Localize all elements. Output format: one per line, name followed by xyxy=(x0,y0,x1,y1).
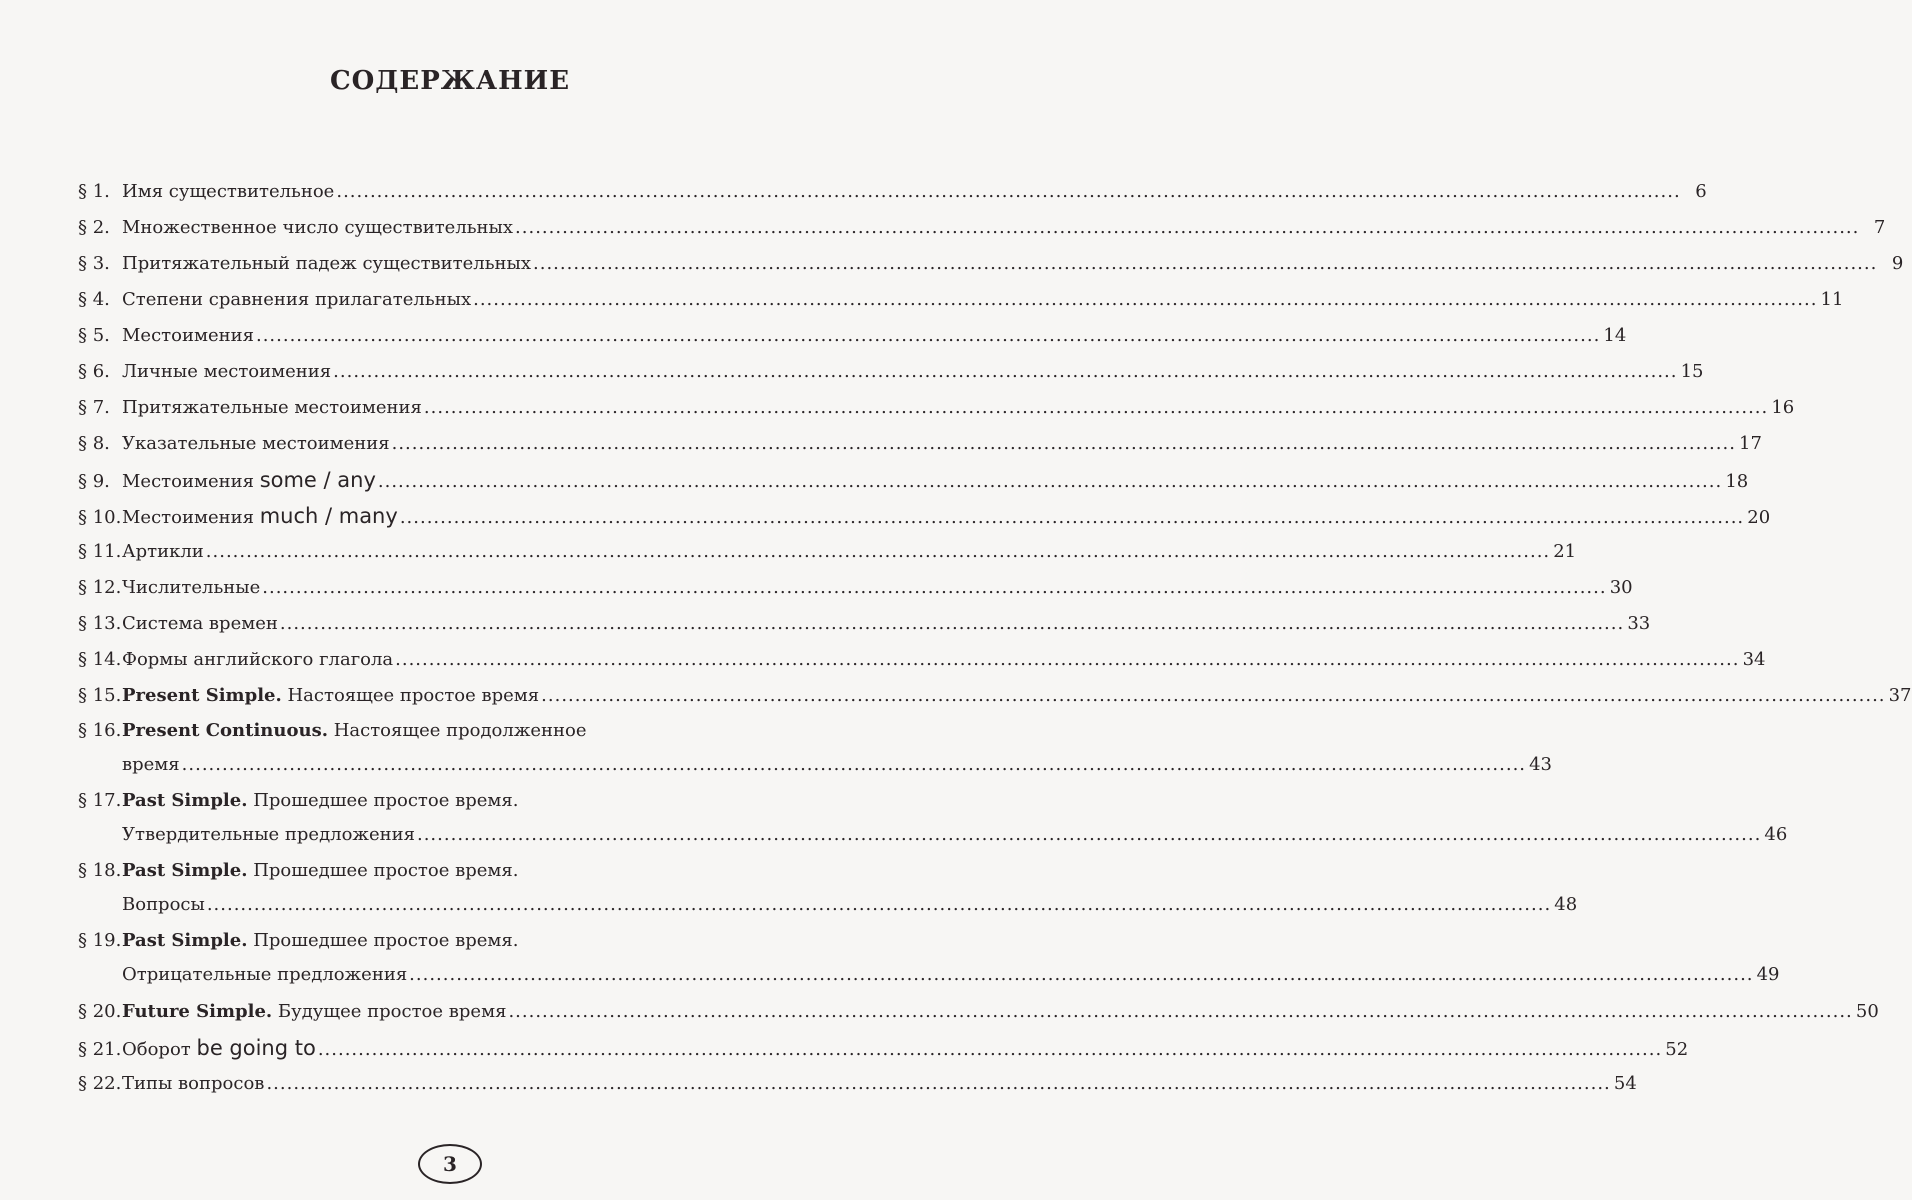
section-number: § 18. xyxy=(78,860,122,881)
toc-entry xyxy=(78,994,1879,1030)
english-term: be going to xyxy=(196,1036,316,1060)
toc-entry-line xyxy=(78,174,1707,210)
section-title xyxy=(122,748,180,782)
section-number: § 3. xyxy=(78,253,110,274)
section-number: § 14. xyxy=(78,649,122,670)
section-title xyxy=(122,888,205,922)
title-text: Оборот xyxy=(122,1039,197,1060)
toc-entry-line xyxy=(78,854,824,888)
toc-entry-line xyxy=(78,958,1780,992)
toc-entry-line xyxy=(78,818,1788,852)
toc-entry-line xyxy=(78,534,1577,570)
toc-entry-line xyxy=(78,888,1578,922)
title-text: Отрицательные предложения xyxy=(122,964,408,985)
toc-entry-line xyxy=(78,282,1844,318)
section-title xyxy=(122,994,506,1030)
section-title xyxy=(122,678,539,714)
toc-entry-line xyxy=(78,498,1771,534)
dot-leader: ........................................................................................................................................................................................................ xyxy=(255,325,1601,346)
tense-name: Present Continuous. xyxy=(122,720,328,741)
english-term: much / many xyxy=(259,504,398,528)
page-reference: 18 xyxy=(1725,471,1749,492)
dot-leader: ........................................................................................................................................................................................................ xyxy=(181,754,1527,775)
toc-entry-line xyxy=(78,570,1633,606)
dot-leader: ........................................................................................................................................................................................................ xyxy=(391,433,1736,454)
page-reference: 17 xyxy=(1739,433,1762,454)
page-reference: 20 xyxy=(1747,507,1771,528)
title-text: Утвердительные предложения xyxy=(122,824,415,845)
title-text: Множественное число существительных xyxy=(122,217,514,238)
page-reference: 33 xyxy=(1627,613,1651,634)
section-number: § 16. xyxy=(78,720,122,741)
title-text: Степени сравнения прилагательных xyxy=(122,289,472,310)
toc-entry xyxy=(78,282,1844,318)
title-text: Указательные местоимения xyxy=(122,433,390,454)
dot-leader: ........................................................................................................................................................................................................ xyxy=(508,1001,1853,1022)
title-text: Прошедшее простое время. xyxy=(247,930,519,951)
section-title xyxy=(122,246,531,282)
toc-entry xyxy=(78,318,1627,354)
dot-leader: ........................................................................................................................................................................................................ xyxy=(336,181,1681,202)
toc-entry xyxy=(78,534,1577,570)
toc-entry xyxy=(78,174,1707,210)
title-text: Артикли xyxy=(122,541,204,562)
title-text: Вопросы xyxy=(122,894,205,915)
page-reference: 54 xyxy=(1613,1073,1637,1094)
page-title: СОДЕРЖАНИЕ xyxy=(329,66,571,96)
page-reference: 50 xyxy=(1855,1001,1879,1022)
title-text: Местоимения xyxy=(122,471,260,492)
toc-entry xyxy=(78,642,1766,678)
page-reference: 16 xyxy=(1771,397,1795,418)
section-title xyxy=(122,534,204,570)
dot-leader: ........................................................................................................................................................................................................ xyxy=(399,507,1745,528)
section-number: § 8. xyxy=(78,433,110,454)
title-text: Притяжательный падеж существительных xyxy=(122,253,531,274)
title-text: Настоящее простое время xyxy=(281,685,540,706)
page-reference: 48 xyxy=(1554,894,1578,915)
dot-leader: ........................................................................................................................................................................................................ xyxy=(266,1073,1611,1094)
toc-entry xyxy=(78,246,1904,282)
dot-leader: ........................................................................................................................................................................................................ xyxy=(206,894,1552,915)
page-reference: 7 xyxy=(1873,217,1886,238)
section-title xyxy=(122,426,390,462)
title-text: Имя существительное xyxy=(122,181,335,202)
page-reference: 46 xyxy=(1764,824,1788,845)
toc-entry xyxy=(78,606,1651,642)
toc-entry-line xyxy=(78,924,824,958)
section-title xyxy=(122,210,513,246)
section-title xyxy=(122,354,331,390)
title-text: Система времен xyxy=(122,613,278,634)
title-text: Местоимения xyxy=(122,325,254,346)
toc-entry-line xyxy=(78,714,824,748)
english-term: some / any xyxy=(259,468,376,492)
section-number: § 1. xyxy=(78,181,110,202)
dot-leader: ........................................................................................................................................................................................................ xyxy=(262,577,1607,598)
toc-entry-line xyxy=(78,1030,1689,1066)
toc-entry xyxy=(78,354,1704,390)
dot-leader: ........................................................................................................................................................................................................ xyxy=(317,1039,1663,1060)
dot-leader: ........................................................................................................................................................................................................ xyxy=(377,471,1723,492)
section-title xyxy=(122,498,398,536)
dot-leader: ........................................................................................................................................................................................................ xyxy=(423,397,1769,418)
page-reference: 49 xyxy=(1756,964,1780,985)
title-text: Притяжательные местоимения xyxy=(122,397,422,418)
dot-leader: ........................................................................................................................................................................................................ xyxy=(279,613,1625,634)
toc-entry-line xyxy=(78,994,1879,1030)
tense-name: Past Simple. xyxy=(122,860,248,881)
toc-entry-line xyxy=(78,606,1651,642)
toc-entry-line xyxy=(78,354,1704,390)
toc-entry xyxy=(78,390,1795,426)
section-title xyxy=(122,958,407,992)
page-reference: 9 xyxy=(1891,253,1904,274)
toc-entry xyxy=(78,924,1780,992)
section-number: § 6. xyxy=(78,361,110,382)
page-reference: 14 xyxy=(1603,325,1627,346)
section-title xyxy=(122,1030,316,1068)
toc-entry-line xyxy=(78,318,1627,354)
toc-entry-line xyxy=(78,462,1749,498)
section-number: § 20. xyxy=(78,1001,122,1022)
dot-leader: ........................................................................................................................................................................................................ xyxy=(416,824,1762,845)
section-number: § 9. xyxy=(78,471,110,492)
section-title xyxy=(122,784,518,818)
toc-entry xyxy=(78,678,1912,714)
section-title xyxy=(122,854,518,888)
section-number: § 10. xyxy=(78,507,122,528)
title-text: Прошедшее простое время. xyxy=(247,860,519,881)
title-text: Настоящее продолженное xyxy=(327,720,587,741)
page-reference: 34 xyxy=(1742,649,1766,670)
toc-entry-line xyxy=(78,210,1886,246)
toc-entry-line xyxy=(78,678,1912,714)
section-number: § 22. xyxy=(78,1073,122,1094)
tense-name: Present Simple. xyxy=(122,685,282,706)
section-number: § 19. xyxy=(78,930,122,951)
dot-leader: ........................................................................................................................................................................................................ xyxy=(533,253,1878,274)
page-reference: 37 xyxy=(1888,685,1912,706)
title-text: Будущее простое время xyxy=(272,1001,507,1022)
title-text: Формы английского глагола xyxy=(122,649,394,670)
dot-leader: ........................................................................................................................................................................................................ xyxy=(541,685,1886,706)
tense-name: Past Simple. xyxy=(122,790,248,811)
toc-entry xyxy=(78,714,1553,782)
toc-entry xyxy=(78,570,1633,606)
section-number: § 11. xyxy=(78,541,122,562)
section-number: § 2. xyxy=(78,217,110,238)
title-text: Личные местоимения xyxy=(122,361,332,382)
toc-entry-line xyxy=(78,642,1766,678)
section-title xyxy=(122,282,471,318)
toc-entry xyxy=(78,1066,1637,1102)
toc-entry xyxy=(78,854,1578,922)
section-title xyxy=(122,714,587,748)
dot-leader: ........................................................................................................................................................................................................ xyxy=(409,964,1754,985)
section-number: § 7. xyxy=(78,397,110,418)
section-number: § 15. xyxy=(78,685,122,706)
section-title xyxy=(122,570,260,606)
section-number: § 4. xyxy=(78,289,110,310)
toc-entry-line xyxy=(78,390,1795,426)
toc-entry xyxy=(78,426,1762,462)
section-number: § 13. xyxy=(78,613,122,634)
dot-leader: ........................................................................................................................................................................................................ xyxy=(333,361,1678,382)
section-title xyxy=(122,462,376,500)
page-reference: 11 xyxy=(1820,289,1844,310)
section-title xyxy=(122,174,334,210)
title-text: Прошедшее простое время. xyxy=(247,790,519,811)
dot-leader: ........................................................................................................................................................................................................ xyxy=(473,289,1818,310)
section-title xyxy=(122,318,254,354)
page-number: 3 xyxy=(418,1144,482,1184)
toc-entry xyxy=(78,210,1886,246)
page-reference: 6 xyxy=(1695,181,1707,202)
tense-name: Future Simple. xyxy=(122,1001,273,1022)
section-number: § 17. xyxy=(78,790,122,811)
table-of-contents xyxy=(78,174,1912,1102)
toc-entry xyxy=(78,498,1771,534)
page-reference: 52 xyxy=(1665,1039,1689,1060)
dot-leader: ........................................................................................................................................................................................................ xyxy=(515,217,1860,238)
page-reference: 15 xyxy=(1680,361,1704,382)
title-text: Типы вопросов xyxy=(122,1073,265,1094)
toc-entry-line xyxy=(78,1066,1637,1102)
page-reference: 30 xyxy=(1609,577,1633,598)
toc-entry xyxy=(78,1030,1689,1066)
section-number: § 12. xyxy=(78,577,122,598)
title-text: время xyxy=(122,754,180,775)
page-reference: 21 xyxy=(1553,541,1577,562)
section-title xyxy=(122,1066,264,1102)
tense-name: Past Simple. xyxy=(122,930,248,951)
toc-entry-line xyxy=(78,784,824,818)
page-reference: 43 xyxy=(1529,754,1553,775)
title-text: Местоимения xyxy=(122,507,260,528)
toc-entry-line xyxy=(78,748,1553,782)
dot-leader: ........................................................................................................................................................................................................ xyxy=(205,541,1551,562)
section-number: § 21. xyxy=(78,1039,122,1060)
dot-leader: ........................................................................................................................................................................................................ xyxy=(395,649,1740,670)
title-text: Числительные xyxy=(122,577,261,598)
toc-entry xyxy=(78,462,1749,498)
toc-entry-line xyxy=(78,426,1762,462)
section-title xyxy=(122,818,415,852)
section-number: § 5. xyxy=(78,325,110,346)
section-title xyxy=(122,642,393,678)
toc-entry-line xyxy=(78,246,1904,282)
section-title xyxy=(122,606,278,642)
section-title xyxy=(122,390,422,426)
toc-entry xyxy=(78,784,1788,852)
section-title xyxy=(122,924,518,958)
